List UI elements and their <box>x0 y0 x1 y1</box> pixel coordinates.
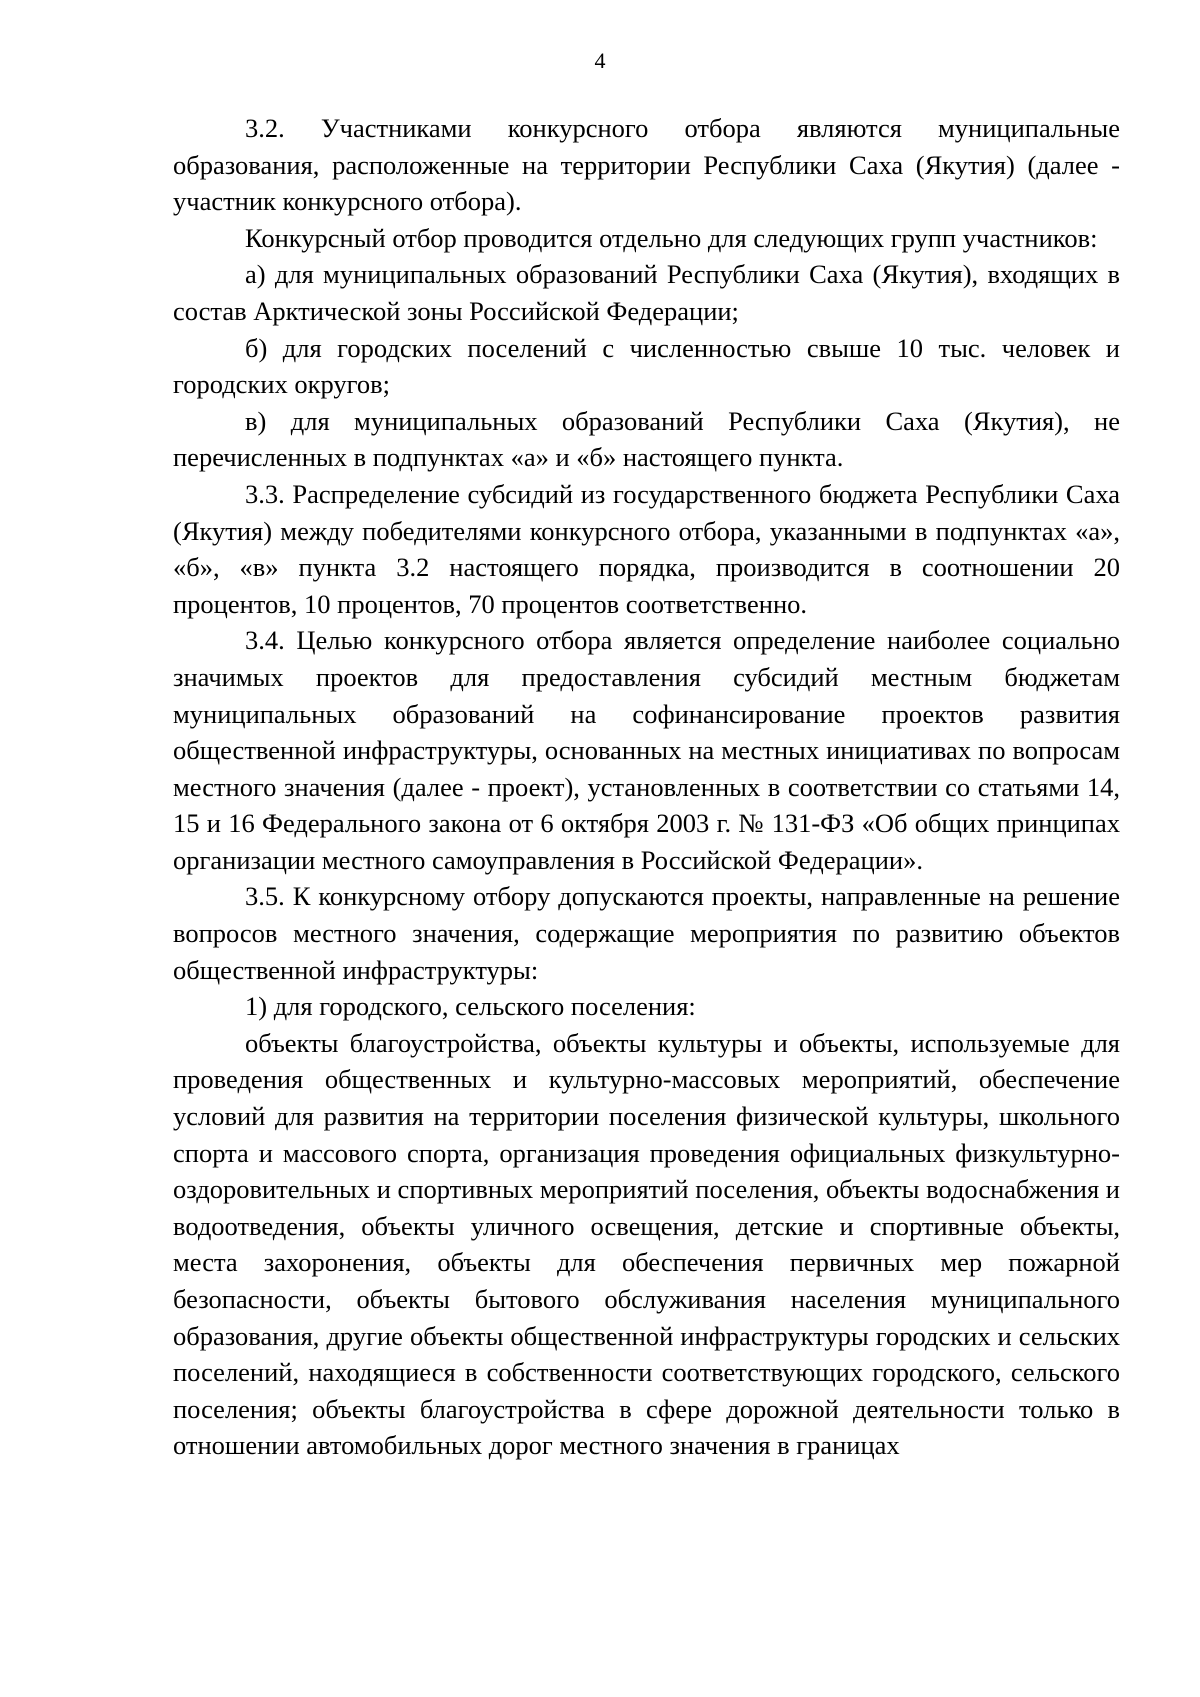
paragraph-item-1: 1) для городского, сельского поселения: <box>245 991 696 1022</box>
paragraph-item-a: а) для муниципальных образований Республики Саха (Якутия), входящих в состав Арктической зоны Российской Федерации; <box>173 259 1120 326</box>
paragraph-3-5: 3.5. К конкурсному отбору допускаются проекты, направленные на решение вопросов местного значения, содержащие мероприятия по развитию объектов общественной инфраструктуры: <box>173 881 1120 985</box>
paragraph-objects-list: объекты благоустройства, объекты культуры и объекты, используемые для проведения общественных и культурно-массовых мероприятий, обеспечение условий для развития на территории поселения физической культуры, школьного спорта и массового спорта, организация проведения официальных физкультурно-оздоровительных и спортивных мероприятий поселения, объекты водоснабжения и водоотведения, объекты уличного освещения, детские и спортивные объекты, места захоронения, объекты для обеспечения первичных мер пожарной безопасности, объекты бытового обслуживания населения муниципального образования, другие объекты общественной инфраструктуры городских и сельских поселений, находящиеся в собственности соответствующих городского, сельского поселения; объекты благоустройства в сфере дорожной деятельности только в отношении автомобильных дорог местного значения в границах <box>173 1027 1120 1461</box>
paragraph-3-3: 3.3. Распределение субсидий из государственного бюджета Республики Саха (Якутия) между победителями конкурсного отбора, указанными в подпунктах «а», «б», «в» пункта 3.2 настоящего порядка, производится в соотношении 20 процентов, 10 процентов, 70 процентов соответственно. <box>173 478 1120 619</box>
paragraph-3-4: 3.4. Целью конкурсного отбора является определение наиболее социально значимых проектов для предоставления субсидий местным бюджетам муниципальных образований на софинансирование проектов развития общественной инфраструктуры, основанных на местных инициативах по вопросам местного значения (далее - проект), установленных в соответствии со статьями 14, 15 и 16 Федерального закона от 6 октября 2003 г. № 131-ФЗ «Об общих принципах организации местного самоуправления в Российской Федерации». <box>173 625 1120 875</box>
paragraph-groups-intro: Конкурсный отбор проводится отдельно для следующих групп участников: <box>245 222 1098 253</box>
document-body <box>173 110 1120 1464</box>
paragraph-item-v: в) для муниципальных образований Республики Саха (Якутия), не перечисленных в подпунктах «а» и «б» настоящего пункта. <box>173 405 1120 473</box>
paragraph-item-b: б) для городских поселений с численностью свыше 10 тыс. человек и городских округов; <box>173 332 1120 400</box>
paragraph-3-2: 3.2. Участниками конкурсного отбора являются муниципальные образования, расположенные на территории Республики Саха (Якутия) (далее - участник конкурсного отбора). <box>173 113 1120 217</box>
page-number: 4 <box>594 48 606 73</box>
